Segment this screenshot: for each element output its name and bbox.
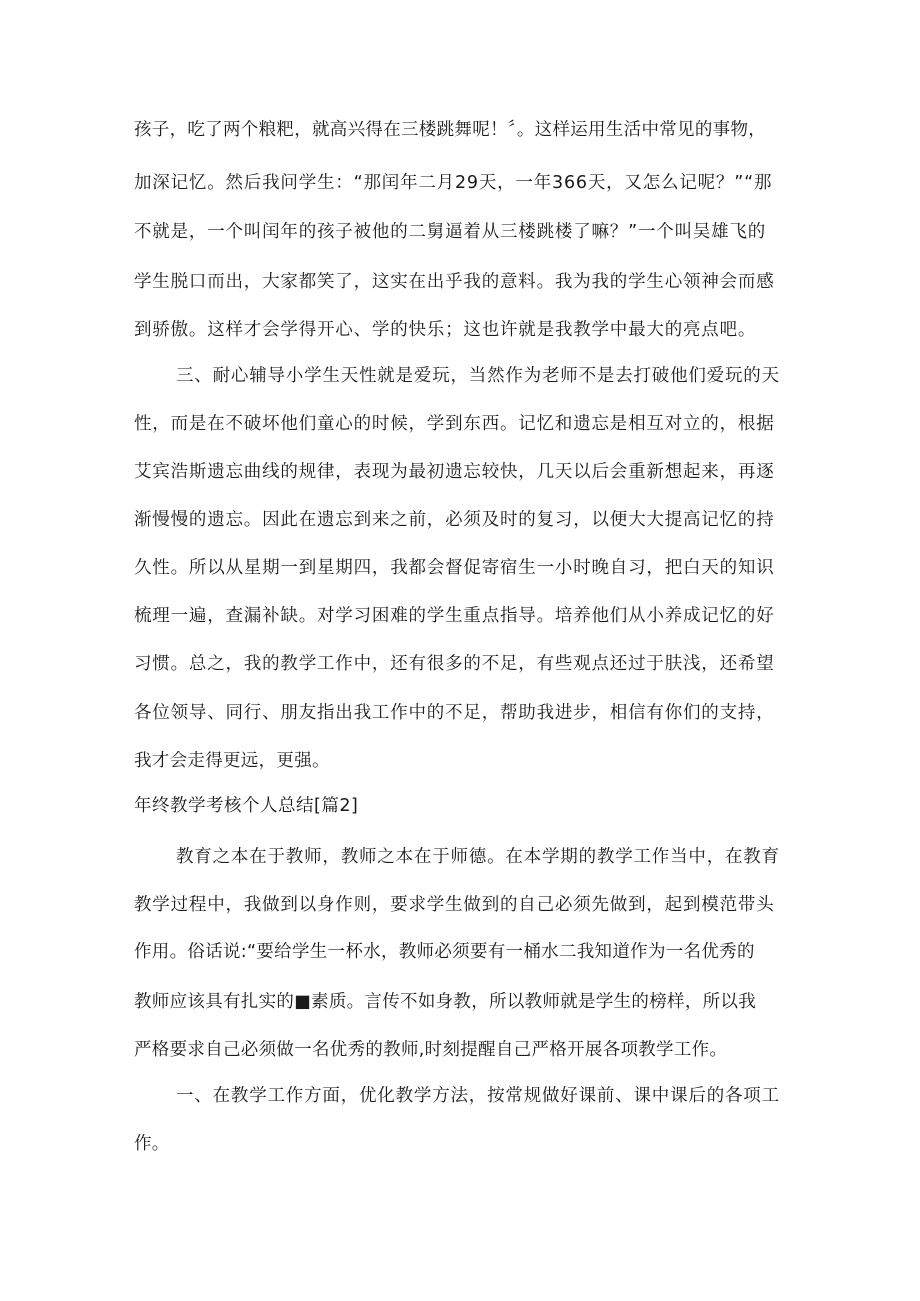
text-line: 习惯。总之，我的教学工作中，还有很多的不足，有些观点还过于肤浅，还希望 [134,654,775,674]
text-line: 到骄傲。这样才会学得开心、学的快乐；这也许就是我教学中最大的亮点吧。 [134,320,757,340]
text-line: 我才会走得更远，更强。 [134,751,330,771]
text-line: 教学过程中，我做到以身作则，要求学生做到的自己必须先做到，起到模范带头 [134,895,775,915]
text-line: 渐慢慢的遗忘。因此在遗忘到来之前，必须及时的复习，以便大大提高记忆的持 [134,510,775,530]
text-line: 久性。所以从星期一到星期四，我都会督促寄宿生一小时晚自习，把白天的知识 [134,558,775,578]
text-line: 学生脱口而出，大家都笑了，这实在出乎我的意料。我为我的学生心领神会而感 [134,272,775,292]
text-line: 性，而是在不破坏他们童心的时候，学到东西。记忆和遗忘是相互对立的，根据 [134,414,775,434]
text-line: 一、在教学工作方面，优化教学方法，按常规做好课前、课中课后的各项工 [176,1086,780,1106]
text-line: 作。 [134,1134,170,1154]
text-line: 严格要求自己必须做一名优秀的教师,时刻提醒自己严格开展各项教学工作。 [134,1040,728,1060]
text-line: 教育之本在于教师，教师之本在于师德。在本学期的教学工作当中，在教育 [176,847,780,867]
text-line: 不就是，一个叫闰年的孩子被他的二舅逼着从三楼跳楼了嘛？”一个叫吴雄飞的 [134,222,767,242]
text-line: 作用。俗话说:“要给学生一杯水，教师必须要有一桶水二我知道作为一名优秀的 [134,942,755,962]
text-line: 教师应该具有扎实的■素质。言传不如身教，所以教师就是学生的榜样，所以我 [134,992,757,1012]
text-line: 艾宾浩斯遗忘曲线的规律，表现为最初遗忘较快，几天以后会重新想起来，再逐 [134,462,775,482]
text-line: 孩子，吃了两个粮粑，就高兴得在三楼跳舞呢！〞。这样运用生活中常见的事物， [134,120,767,140]
text-line: 加深记忆。然后我问学生：“那闰年二月29天，一年366天，又怎么记呢？”“那 [134,173,773,193]
section-heading: 年终教学考核个人总结[篇2] [134,796,359,816]
text-line: 各位领导、同行、朋友指出我工作中的不足，帮助我进步，相信有你们的支持， [134,703,775,723]
text-line: 三、耐心辅导小学生天性就是爱玩，当然作为老师不是去打破他们爱玩的天 [176,366,780,386]
text-line: 梳理一遍，查漏补缺。对学习困难的学生重点指导。培养他们从小养成记忆的好 [134,606,775,626]
